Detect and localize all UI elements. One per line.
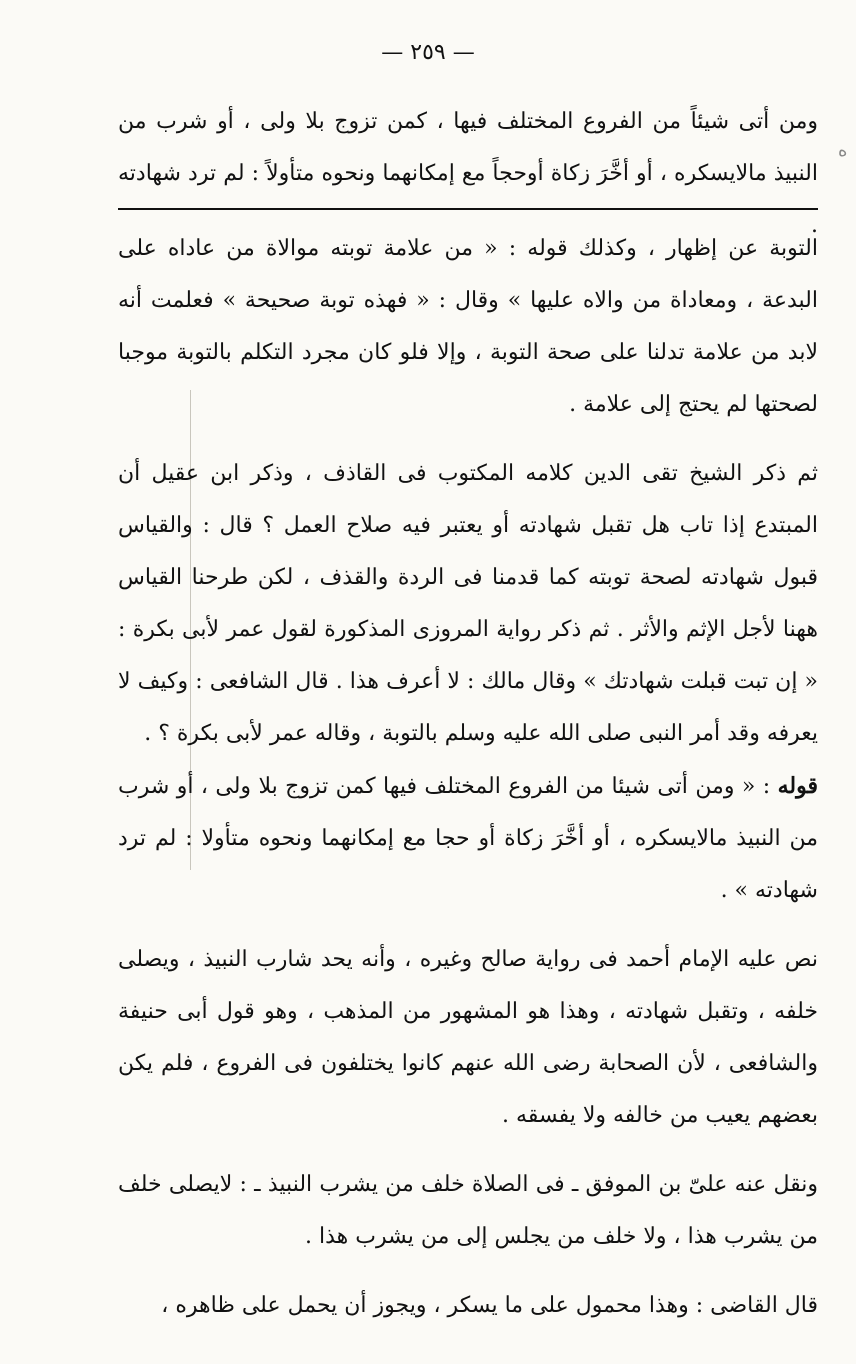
section-divider	[118, 208, 818, 210]
commentary-paragraph	[118, 222, 818, 431]
paragraph-body: ثم ذكر الشيخ تقى الدين كلامه المكتوب فى القاذف ، وذكر ابن عقيل أن المبتدع إذا تاب هل تقبل شهادته أو يعتبر فيه صلاح العمل ؟ قال : والقياس قبول شهادته لصحة توبته كما قدمنا فى الردة والقذف ، لكن طرحنا القياس ههنا لأجل الإثم والأثر . ثم ذكر رواية المروزى المذكورة لقول عمر لأبى بكرة : « إن تبت قبلت شهادتك » وقال مالك : لا أعرف هذا . قال الشافعى : وكيف لا يعرفه وقد أمر النبى صلى الله عليه وسلم بالتوبة ، وقاله عمر لأبى بكرة ؟ .	[118, 461, 818, 746]
commentary-text	[118, 222, 818, 1332]
commentary-paragraph	[118, 760, 818, 917]
paragraph-lead: قوله	[777, 773, 818, 799]
paragraph-body: قال القاضى : وهذا محمول على ما يسكر ، ويجوز أن يحمل على ظاهره ،	[161, 1293, 818, 1318]
paragraph-body: ونقل عنه علىّ بن الموفق ـ فى الصلاة خلف من يشرب النبيذ ـ : لايصلى خلف من يشرب هذا ، ولا خلف من يجلس إلى من يشرب هذا .	[118, 1172, 818, 1249]
paragraph-body: : « ومن أتى شيئا من الفروع المختلف فيها كمن تزوج بلا ولى ، أو شرب من النبيذ مالايسكره ، أو أخَّرَ زكاة أو حجا مع إمكانهما ونحوه متأولا : لم ترد شهادته » .	[118, 774, 818, 903]
matn-text: ومن أتى شيئاً من الفروع المختلف فيها ، كمن تزوج بلا ولى ، أو شرب من النبيذ مالايسكره ، أو أخَّرَ زكاة أوحجاً مع إمكانهما ونحوه متأولاً : لم ترد شهادته .	[118, 109, 818, 238]
paragraph-body: نص عليه الإمام أحمد فى رواية صالح وغيره ، وأنه يحد شارب النبيذ ، ويصلى خلفه ، وتقبل شهادته ، وهذا هو المشهور من المذهب ، وهو قول أبى حنيفة والشافعى ، لأن الصحابة رضى الله عنهم كانوا يختلفون فى الفروع ، فلم يكن بعضهم يعيب من خالفه ولا يفسقه .	[118, 947, 818, 1128]
page-number: — ٢٥٩ —	[381, 40, 475, 65]
commentary-paragraph	[118, 933, 818, 1142]
commentary-paragraph	[118, 447, 818, 760]
paragraph-body: التوبة عن إظهار ، وكذلك قوله : « من علامة توبته موالاة من عاداه على البدعة ، ومعاداة من والاه عليها » وقال : « فهذه توبة صحيحة » فعلمت أنه لابد من علامة تدلنا على صحة التوبة ، وإلا فلو كان مجرد التكلم بالتوبة موجبا لصحتها لم يحتج إلى علامة .	[118, 236, 818, 417]
commentary-paragraph	[118, 1279, 818, 1332]
commentary-paragraph	[118, 1158, 818, 1263]
margin-mark: ه	[838, 140, 848, 161]
